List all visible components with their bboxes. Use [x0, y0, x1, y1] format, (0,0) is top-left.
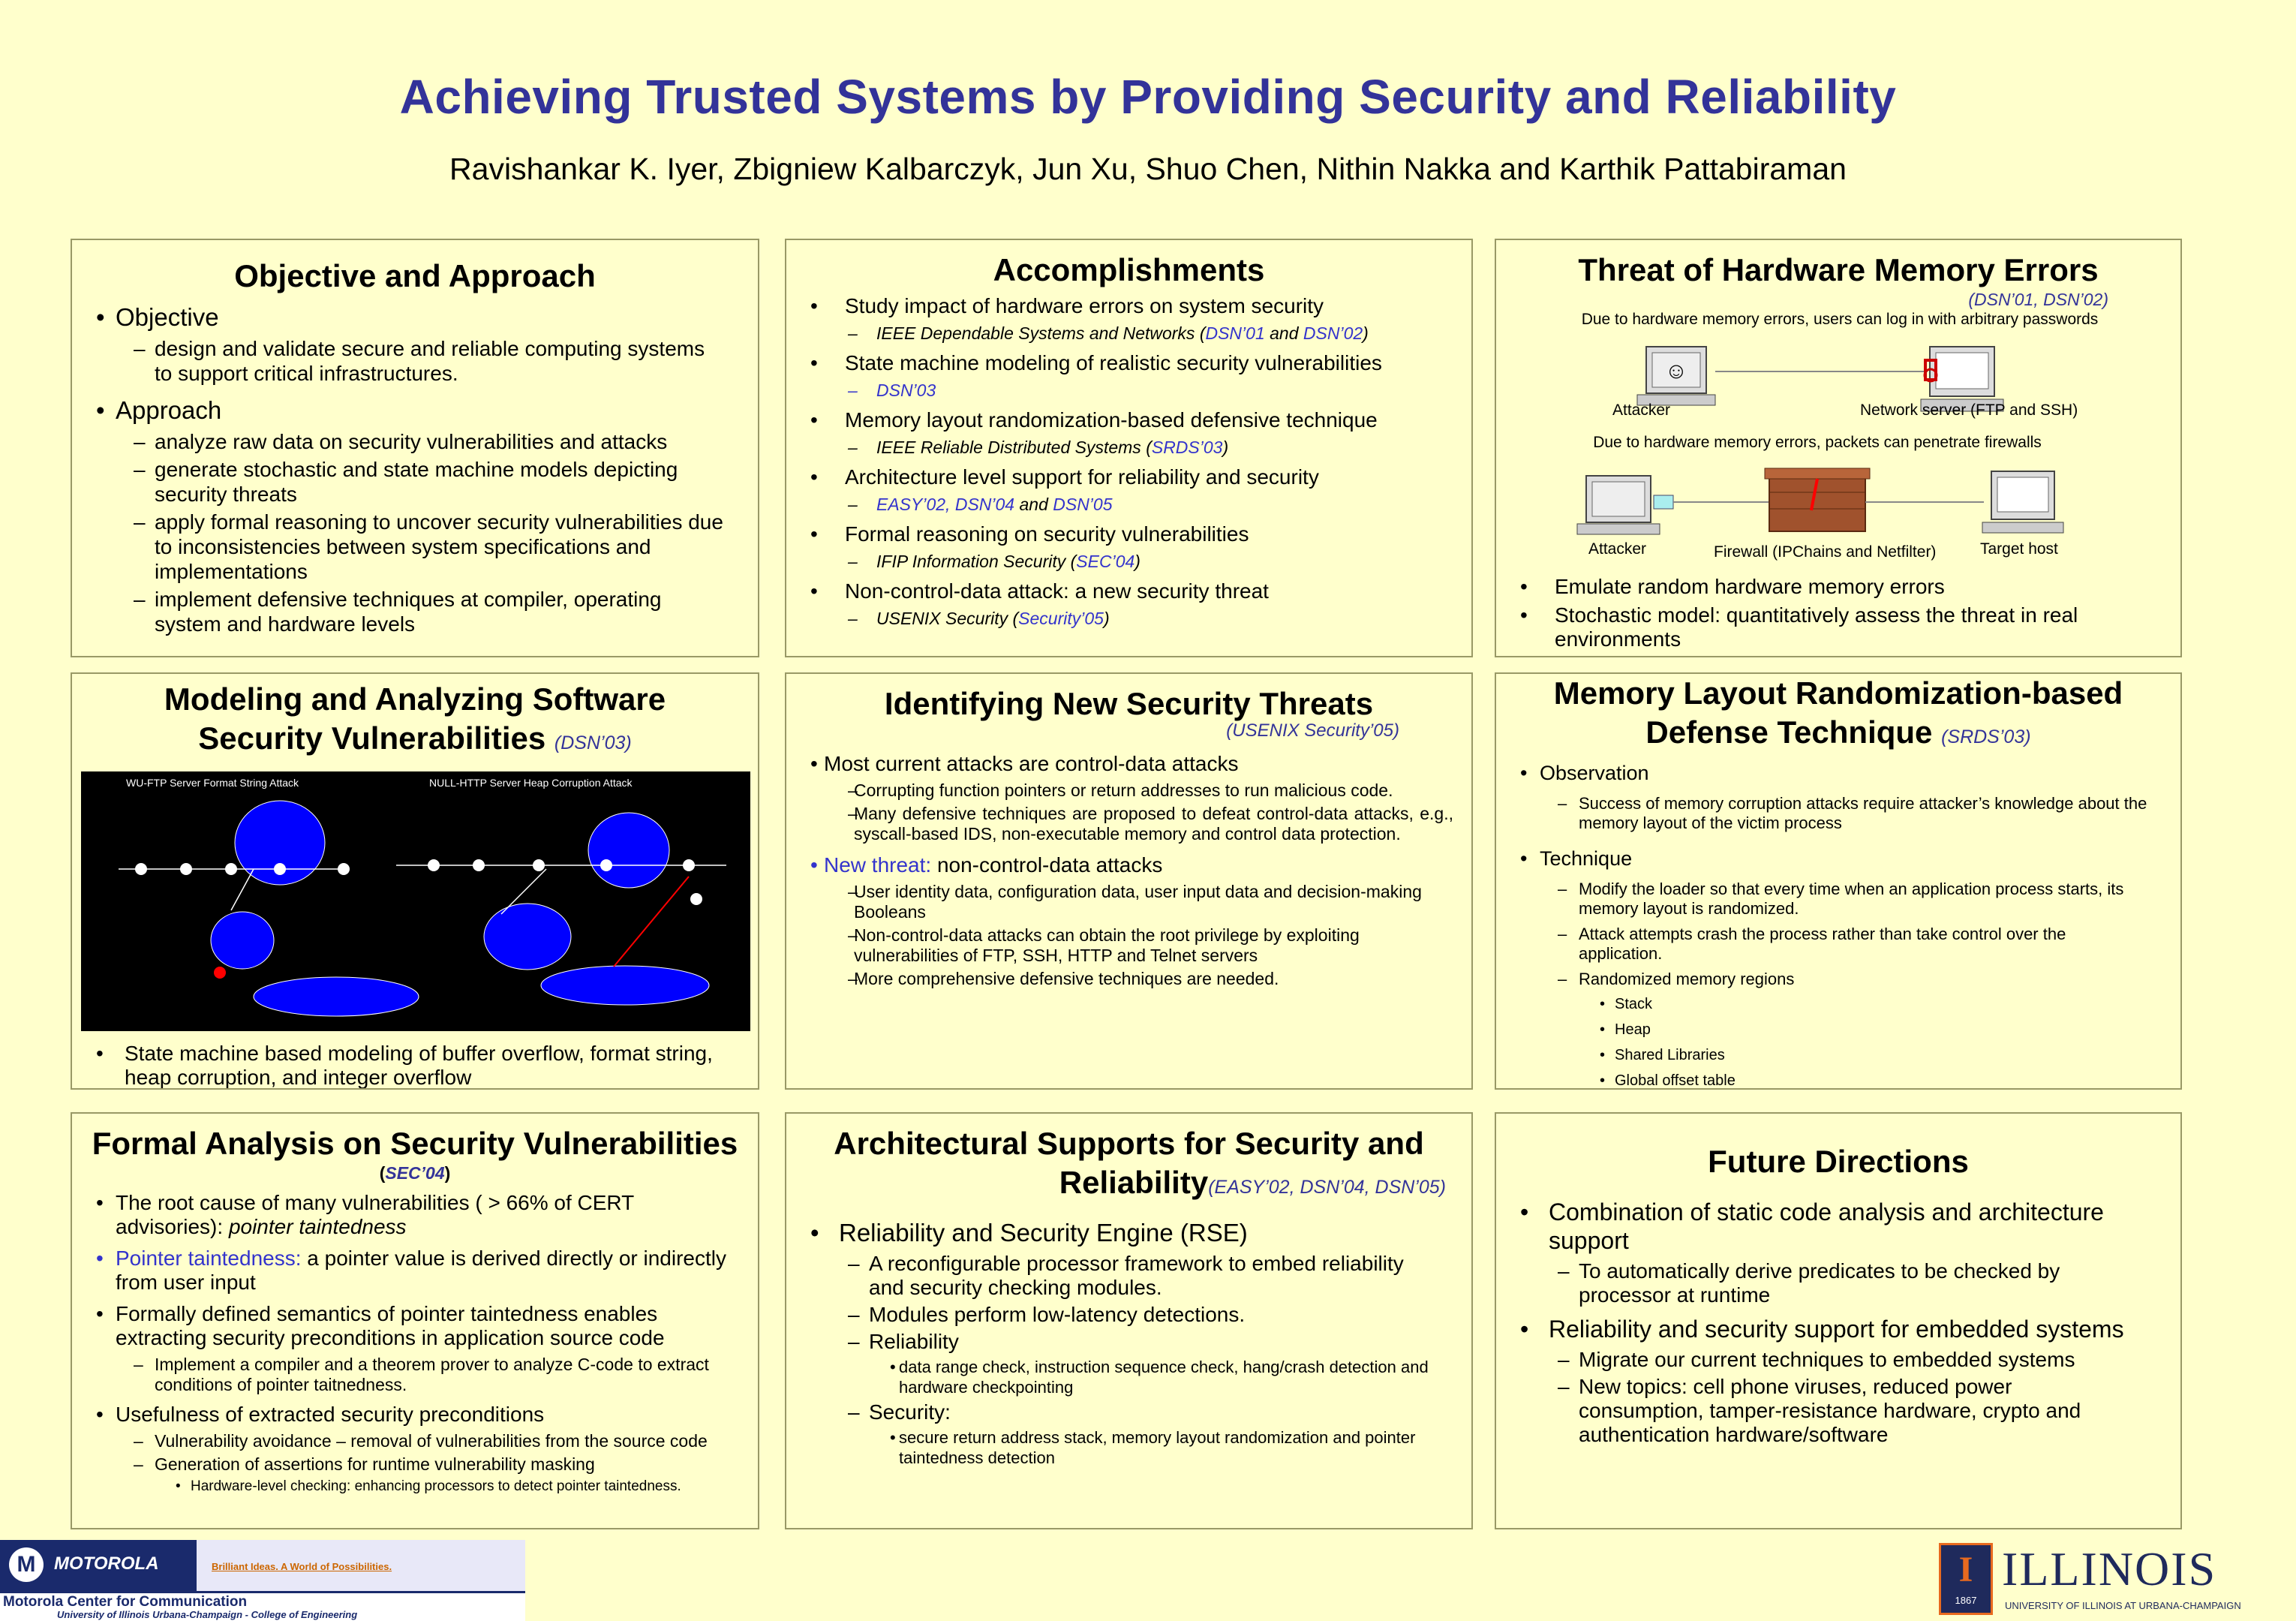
firewall-attack-diagram [1496, 465, 2182, 540]
list-item: – IFIP Information Security (SEC’04) [786, 551, 1471, 572]
panel-heading-line2: Reliability(EASY’02, DSN’04, DSN’05) [1059, 1165, 1446, 1200]
list-item: – To automatically derive predicates to be checked by processor at runtime [1496, 1259, 2135, 1307]
list-item: • Most current attacks are control-data attacks [786, 752, 1453, 776]
motorola-center: Motorola Center for Communication [3, 1594, 248, 1610]
list-item: – USENIX Security (Security’05) [786, 608, 1471, 629]
list-item: – Many defensive techniques are proposed to defeat control-data attacks, e.g., syscall-based IDS, non-executable memory and control data protection. [786, 804, 1453, 844]
list-item: • Stack [1496, 992, 2150, 1016]
list-item: • Objective [72, 303, 758, 332]
list-item: • The root cause of many vulnerabilities ( > 66% of CERT advisories): pointer taintedness [72, 1191, 728, 1239]
list-item: – EASY’02, DSN’04 and DSN’05 [786, 494, 1471, 515]
motorola-university: University of Illinois Urbana-Champaign - College of Engineering [57, 1609, 358, 1620]
list-item: – apply formal reasoning to uncover security vulnerabilities due to inconsistencies between system specifications and implementations [72, 510, 758, 584]
list-item: – DSN’03 [786, 380, 1471, 401]
list-item: – IEEE Reliable Distributed Systems (SRDS’03) [786, 437, 1471, 458]
illinois-logo [1936, 1540, 2293, 1621]
figure-caption: Due to hardware memory errors, packets can penetrate firewalls [1593, 434, 2042, 451]
list-item: • Technique [1496, 847, 2150, 871]
illinois-seal-icon: I 1867 [1939, 1543, 1993, 1615]
panel-heading: Architectural Supports for Security and [834, 1126, 1424, 1161]
list-item: • Non-control-data attack: a new security threat [786, 579, 1471, 603]
panel-modeling [71, 672, 759, 1090]
server-label: Network server (FTP and SSH) [1860, 401, 2078, 419]
accomplishments-list [786, 294, 1471, 629]
architectural-list [786, 1219, 1471, 1468]
state-machine-diagram [81, 771, 750, 1031]
panel-heading-line2: Security Vulnerabilities (DSN’03) [198, 720, 632, 756]
attacker-label: Attacker [1588, 540, 1647, 558]
list-item: – design and validate secure and reliable computing systems to support critical infrastructures. [72, 336, 758, 386]
list-item: • New threat: non-control-data attacks [786, 853, 1453, 877]
list-item: – analyze raw data on security vulnerabilities and attacks [72, 429, 758, 454]
panel-heading: Identifying New Security Threats [884, 686, 1374, 721]
list-item: – Reliability [786, 1330, 1441, 1354]
list-item: – Corrupting function pointers or return addresses to run malicious code. [786, 780, 1453, 801]
memlayout-list [1496, 761, 2180, 1090]
panel-accomplishments [785, 239, 1473, 657]
diagram-title: WU-FTP Server Format String Attack [126, 777, 299, 789]
figure-caption: Due to hardware memory errors, users can log in with arbitrary passwords [1581, 311, 2099, 328]
list-item: – A reconfigurable processor framework to embed reliability and security checking modules. [786, 1252, 1441, 1300]
attacker-computer-icon [1577, 476, 1660, 534]
panel-memlayout [1495, 672, 2182, 1090]
list-item: – Implement a compiler and a theorem prover to analyze C-code to extract conditions of pointer taitnedness. [72, 1355, 728, 1395]
list-item: – Generation of assertions for runtime vulnerability masking [72, 1454, 728, 1475]
packet-icon [1654, 495, 1673, 509]
list-item: – Non-control-data attacks can obtain the root privilege by exploiting vulnerabilities of FTP, SSH, HTTP and Telnet servers [786, 925, 1453, 966]
list-item: • Stochastic model: quantitatively assess the threat in real environments [1496, 603, 2165, 651]
list-item: – Vulnerability avoidance – removal of vulnerabilities from the source code [72, 1431, 728, 1451]
target-computer-icon [1982, 471, 2063, 533]
list-item: • Approach [72, 396, 758, 425]
formal-list [72, 1191, 758, 1496]
list-item: • Combination of static code analysis and architecture support [1496, 1198, 2135, 1255]
attacker-label: Attacker [1612, 401, 1671, 419]
panel-heading: Formal Analysis on Security Vulnerabilities [92, 1126, 738, 1161]
poster-title: Achieving Trusted Systems by Providing Security and Reliability [399, 70, 1897, 124]
panel-heading: Threat of Hardware Memory Errors [1578, 252, 2099, 287]
firewall-icon [1765, 468, 1870, 531]
svg-text:☺: ☺ [1664, 359, 1688, 383]
panel-identifying [785, 672, 1473, 1090]
panel-heading: Memory Layout Randomization-based [1553, 675, 2123, 711]
list-item: • Emulate random hardware memory errors [1496, 575, 2165, 599]
illinois-subtitle: UNIVERSITY OF ILLINOIS AT URBANA-CHAMPAIGN [2005, 1600, 2241, 1611]
diagram-title: NULL-HTTP Server Heap Corruption Attack [429, 777, 633, 789]
panel-heading: Future Directions [1708, 1144, 1969, 1179]
illinois-wordmark: ILLINOIS [2002, 1542, 2217, 1595]
poster-authors: Ravishankar K. Iyer, Zbigniew Kalbarczyk, Jun Xu, Shuo Chen, Nithin Nakka and Karthik Pattabiraman [449, 152, 1847, 186]
list-item: • Shared Libraries [1496, 1043, 2150, 1067]
citation: (USENIX Security’05) [1226, 720, 1399, 741]
motorola-slogan: Brilliant Ideas. A World of Possibilities. [212, 1561, 392, 1572]
list-item: • Heap [1496, 1018, 2150, 1042]
citation: (DSN’01, DSN’02) [1968, 290, 2108, 309]
list-item: • Formal reasoning on security vulnerabilities [786, 522, 1471, 546]
panel-architectural [785, 1112, 1473, 1529]
list-item: • Architecture level support for reliability and security [786, 465, 1471, 489]
identifying-list [786, 752, 1471, 989]
list-item: – IEEE Dependable Systems and Networks (DSN’01 and DSN’02) [786, 323, 1471, 344]
list-item: • secure return address stack, memory layout randomization and pointer taintedness detection [786, 1427, 1441, 1468]
attacker-computer-icon [1637, 347, 1715, 405]
list-item: – Success of memory corruption attacks require attacker’s knowledge about the memory layout of the victim process [1496, 794, 2150, 833]
list-item: • Formally defined semantics of pointer taintedness enables extracting security preconditions in application source code [72, 1302, 728, 1350]
list-item: – Attack attempts crash the process rather than take control over the application. [1496, 925, 2150, 964]
list-item: – implement defensive techniques at compiler, operating system and hardware levels [72, 587, 758, 636]
future-list [1496, 1198, 2180, 1447]
target-label: Target host [1980, 540, 2058, 558]
list-item: – New topics: cell phone viruses, reduced power consumption, tamper-resistance hardware, crypto and authentication hardware/software [1496, 1375, 2135, 1447]
list-item: • Reliability and Security Engine (RSE) [786, 1219, 1441, 1247]
list-item: – More comprehensive defensive techniques are needed. [786, 969, 1453, 989]
list-item: • Reliability and security support for embedded systems [1496, 1315, 2135, 1343]
list-item: • Usefulness of extracted security preconditions [72, 1403, 728, 1427]
panel-heading: Objective and Approach [234, 258, 596, 293]
panel-heading: Accomplishments [993, 252, 1265, 287]
panel-heading: Modeling and Analyzing Software [164, 681, 666, 717]
list-item: • Pointer taintedness: a pointer value is derived directly or indirectly from user input [72, 1247, 728, 1295]
modeling-list [72, 1037, 743, 1090]
list-item: – Modify the loader so that every time when an application process starts, its memory layout is randomized. [1496, 880, 2150, 919]
panel-heading-line2: Defense Technique (SRDS’03) [1645, 714, 2031, 750]
panel-threat-hw [1495, 239, 2182, 657]
list-item: • data range check, instruction sequence check, hang/crash detection and hardware checkpointing [786, 1357, 1441, 1397]
list-item: – Security: [786, 1400, 1441, 1424]
motorola-batwing-icon: M [9, 1547, 44, 1582]
list-item: • State machine modeling of realistic security vulnerabilities [786, 351, 1471, 375]
panel-future [1495, 1112, 2182, 1529]
citation: (SEC’04) [379, 1163, 451, 1183]
list-item: • Study impact of hardware errors on system security [786, 294, 1471, 318]
list-item: – Modules perform low-latency detections. [786, 1303, 1441, 1327]
firewall-label: Firewall (IPChains and Netfilter) [1714, 543, 1937, 561]
list-item: – Randomized memory regions [1496, 970, 2150, 989]
list-item: • Memory layout randomization-based defensive technique [786, 408, 1471, 432]
panel-formal [71, 1112, 759, 1529]
objective-list [72, 303, 758, 636]
motorola-logo [0, 1540, 525, 1621]
list-item: – User identity data, configuration data, user input data and decision-making Booleans [786, 882, 1453, 922]
motorola-wordmark: MOTOROLA [54, 1553, 159, 1574]
list-item: – Migrate our current techniques to embedded systems [1496, 1348, 2135, 1372]
login-attack-diagram [1496, 330, 2182, 420]
threat-hw-list [1496, 570, 2165, 656]
list-item: – generate stochastic and state machine models depicting security threats [72, 457, 758, 507]
list-item: • State machine based modeling of buffer overflow, format string, heap corruption, and integer overflow [72, 1042, 743, 1090]
panel-objective [71, 239, 759, 657]
list-item: • Hardware-level checking: enhancing processors to detect pointer taintedness. [72, 1478, 728, 1496]
list-item: • Observation [1496, 761, 2150, 785]
list-item: • Global offset table [1496, 1069, 2150, 1090]
